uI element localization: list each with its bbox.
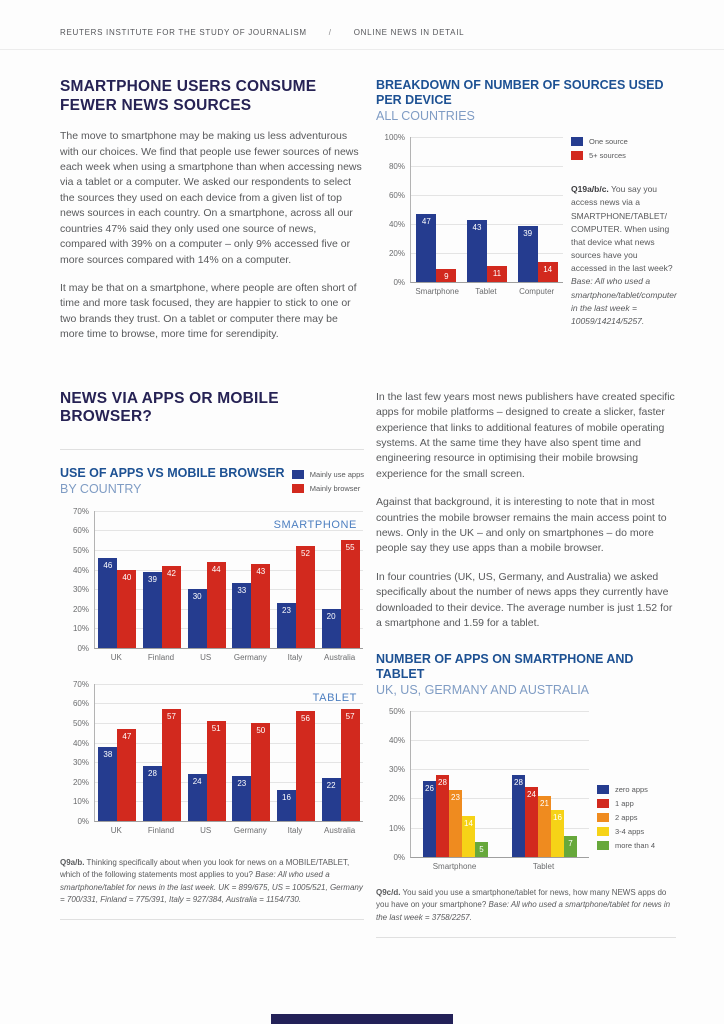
footnote-q9cd xyxy=(376,887,676,938)
bar-Mainly-browser xyxy=(207,562,226,648)
y-axis-tick: 30% xyxy=(72,758,89,768)
sources-chart-header xyxy=(376,78,676,124)
bar-value-label: 22 xyxy=(326,780,336,790)
y-axis-tick: 0% xyxy=(77,643,89,653)
bar-group xyxy=(232,564,270,648)
bar-group xyxy=(277,711,315,821)
bars-area xyxy=(95,684,363,821)
y-axis-tick: 70% xyxy=(72,506,89,516)
y-axis-tick: 30% xyxy=(72,585,89,595)
bar-value-label: 5 xyxy=(479,845,484,855)
x-axis-labels xyxy=(94,653,362,662)
bar-group xyxy=(143,709,181,821)
bar-value-label: 55 xyxy=(345,543,355,553)
bar-value-label: 16 xyxy=(282,792,291,802)
x-axis-label: Italy xyxy=(287,652,303,662)
bar-1-app xyxy=(436,775,449,857)
y-axis-tick: 60% xyxy=(72,526,89,536)
legend-label: more than 4 xyxy=(615,840,656,850)
bar-value-label: 23 xyxy=(237,778,247,788)
footnote-question-text: You said you use a smartphone/tablet for news, how many NEWS apps do you have on your smartphone? xyxy=(376,887,667,910)
bar-Mainly-use-apps xyxy=(277,603,296,648)
legend-item xyxy=(292,484,364,493)
bar-Mainly-use-apps xyxy=(277,790,296,821)
legend-label: 1 app xyxy=(615,798,634,808)
sources-chart-block xyxy=(376,78,676,356)
number-of-apps-header xyxy=(376,652,676,698)
legend-chip xyxy=(571,137,583,146)
bar-value-label: 33 xyxy=(237,586,247,596)
top-row xyxy=(60,78,676,356)
article-paragraph: It may be that on a smartphone, where people are often short of time and more task focused, they are happier to stick to one or two brands they trust. On a tablet or computer there may be more time to browse, more time for serendipity. xyxy=(60,281,357,341)
y-axis-tick: 50% xyxy=(388,706,405,716)
legend-item xyxy=(597,827,683,836)
number-of-apps-bar-chart xyxy=(388,706,589,871)
apps-chart-header xyxy=(60,466,364,498)
header-section-label: ONLINE NEWS IN DETAIL xyxy=(353,28,465,37)
y-axis-tick: 70% xyxy=(72,679,89,689)
bar-value-label: 26 xyxy=(425,783,434,793)
bar-Mainly-browser xyxy=(251,723,270,821)
chart-plot xyxy=(384,133,563,288)
sources-chart-subtitle: ALL COUNTRIES xyxy=(376,109,475,123)
bar-5+-sources xyxy=(436,269,456,282)
bar-3-4-apps xyxy=(462,816,475,857)
number-of-apps-row xyxy=(376,706,676,871)
bar-more-than-4 xyxy=(475,842,488,857)
x-axis-label: Tablet xyxy=(475,287,497,297)
smartphone-bar-chart xyxy=(72,506,364,662)
y-axis-tick: 50% xyxy=(72,719,89,729)
bar-Mainly-browser xyxy=(117,729,136,821)
sources-chart-legend xyxy=(571,137,675,165)
y-axis-tick: 0% xyxy=(393,278,405,288)
legend-item xyxy=(292,470,364,479)
note-question-text: You say you access news via a SMARTPHONE/TABLET/ COMPUTER. When using that device what news sources have you accessed in the last week? xyxy=(571,184,673,274)
footnote-base-text: Base: All who used a smartphone/tablet for news in the last week = 3758/2257. xyxy=(376,900,671,922)
bar-value-label: 24 xyxy=(192,776,202,786)
bar-Mainly-browser xyxy=(341,709,360,821)
bar-value-label: 30 xyxy=(192,592,202,602)
x-axis-label: Finland xyxy=(147,652,175,662)
apps-text-column xyxy=(376,390,676,938)
bottom-row xyxy=(60,390,676,938)
bar-value-label: 14 xyxy=(464,818,473,828)
bar-value-label: 44 xyxy=(211,564,221,574)
bar-group xyxy=(416,214,456,282)
footer-navy-bar xyxy=(271,1014,453,1024)
bar-One-source xyxy=(518,226,538,283)
bar-value-label: 11 xyxy=(492,269,502,279)
bar-Mainly-browser xyxy=(162,709,181,821)
bar-Mainly-use-apps xyxy=(188,774,207,821)
apps-charts-column xyxy=(60,390,364,938)
x-axis-label: UK xyxy=(110,652,122,662)
footnote-question-code: Q9a/b. xyxy=(60,857,85,867)
y-axis-tick: 40% xyxy=(72,565,89,575)
y-axis-tick: 0% xyxy=(393,852,405,862)
legend-label: zero apps xyxy=(615,784,648,794)
bar-value-label: 9 xyxy=(444,272,449,282)
y-axis-tick: 80% xyxy=(388,162,405,172)
bar-value-label: 38 xyxy=(103,749,113,759)
chart-device-label: TABLET xyxy=(312,691,357,704)
bars-area xyxy=(95,511,363,648)
article-column xyxy=(60,78,364,356)
legend-label: 5+ sources xyxy=(589,151,626,161)
tablet-bar-chart xyxy=(72,679,364,835)
apps-chart-legend xyxy=(292,470,364,498)
x-axis-labels xyxy=(94,826,362,835)
x-axis-label: Finland xyxy=(147,825,175,835)
bar-Mainly-use-apps xyxy=(188,589,207,648)
bar-One-source xyxy=(467,220,487,282)
bar-5+-sources xyxy=(487,266,507,282)
bar-value-label: 43 xyxy=(472,222,482,232)
chart-plot xyxy=(72,679,363,826)
bar-Mainly-browser xyxy=(341,540,360,648)
y-axis-tick: 20% xyxy=(388,794,405,804)
bar-value-label: 21 xyxy=(540,798,549,808)
footnote-base-text: Base: All who used a smartphone/tablet for news in the last week. UK = 899/675, US = 1005/521, Germany = 700/331, Finland = 775/391, Italy = 927/384, Australia = 1154/730. xyxy=(60,870,363,905)
bar-Mainly-use-apps xyxy=(322,609,341,648)
bar-5+-sources xyxy=(538,262,558,282)
legend-chip xyxy=(597,827,609,836)
number-of-apps-subtitle: UK, US, GERMANY AND AUSTRALIA xyxy=(376,682,590,697)
bar-group xyxy=(143,566,181,648)
legend-item xyxy=(597,785,683,794)
legend-item xyxy=(571,151,675,160)
bar-value-label: 39 xyxy=(148,574,157,584)
apps-paragraph: In four countries (UK, US, Germany, and Australia) we asked specifically about the number of news apps they currently have downloaded to their device. The average number is just 1.52 for a smartphone and 1.59 for a tablet. xyxy=(376,570,673,630)
y-axis-tick: 100% xyxy=(384,133,405,143)
apps-paragraph: Against that background, it is interesting to note that in most countries the mobile browser remains the main access point to news. Only in the UK – and only on smartphones – do more people say they use apps than a mobile browser. xyxy=(376,496,667,555)
y-axis-tick: 10% xyxy=(388,823,405,833)
y-axis-tick: 20% xyxy=(388,249,405,259)
legend-chip xyxy=(571,151,583,160)
note-base-text: Base: All who used a smartphone/tablet/computer in the last week = 10059/14214/5257. xyxy=(571,276,677,326)
chart-plot xyxy=(72,506,363,653)
legend-chip xyxy=(597,785,609,794)
apps-paragraph: In the last few years most news publishers have created specific apps for mobile platforms – designed to create a slicker, faster experience that links to additional features of mobile operating systems. At the same time they have also spent time and engineering resource in optimising their mobile browsing experience for the small screen. xyxy=(376,390,675,480)
y-axis-tick: 30% xyxy=(388,765,405,775)
x-axis-label: UK xyxy=(110,825,122,835)
header-separator: / xyxy=(328,28,332,37)
legend-label: Mainly use apps xyxy=(309,469,364,479)
bar-group xyxy=(188,562,226,648)
legend-label: 3-4 apps xyxy=(615,826,645,836)
bar-3-4-apps xyxy=(551,810,564,857)
number-of-apps-title: NUMBER OF APPS ON SMARTPHONE AND TABLET xyxy=(376,651,634,681)
bar-value-label: 40 xyxy=(122,572,132,582)
bar-Mainly-browser xyxy=(296,546,315,648)
bar-Mainly-use-apps xyxy=(232,583,251,648)
y-axis-tick: 0% xyxy=(77,816,89,826)
bar-Mainly-use-apps xyxy=(98,747,117,821)
x-axis-label: Italy xyxy=(287,825,303,835)
legend-label: One source xyxy=(589,137,628,147)
sources-bar-chart xyxy=(384,133,563,336)
chart-device-label: SMARTPHONE xyxy=(273,518,357,531)
bar-value-label: 23 xyxy=(282,605,291,615)
smartphone-chart-wrapper xyxy=(60,506,364,662)
bar-value-label: 16 xyxy=(553,813,562,823)
bar-Mainly-browser xyxy=(296,711,315,821)
legend-label: Mainly browser xyxy=(309,483,361,493)
x-axis-label: Tablet xyxy=(532,861,555,871)
bar-group xyxy=(512,775,577,857)
footnote-q9ab xyxy=(60,857,364,921)
x-axis-labels xyxy=(410,862,588,871)
header-institute-label: REUTERS INSTITUTE FOR THE STUDY OF JOURNALISM xyxy=(60,28,307,37)
number-of-apps-block xyxy=(376,652,676,938)
bar-value-label: 47 xyxy=(421,217,431,227)
bar-value-label: 7 xyxy=(568,839,573,849)
y-axis-tick: 20% xyxy=(72,604,89,614)
legend-chip xyxy=(597,799,609,808)
bar-Mainly-use-apps xyxy=(98,558,117,648)
y-axis-tick: 40% xyxy=(388,736,405,746)
bar-value-label: 43 xyxy=(256,566,266,576)
sources-chart-aside xyxy=(571,137,675,336)
number-of-apps-legend xyxy=(597,785,683,855)
bar-value-label: 14 xyxy=(543,264,553,274)
bar-Mainly-use-apps xyxy=(232,776,251,821)
bar-group xyxy=(232,723,270,821)
apps-vs-browser-block xyxy=(60,449,364,921)
sources-chart-title: BREAKDOWN OF NUMBER OF SOURCES USED PER DEVICE xyxy=(376,78,664,107)
x-axis-label: Computer xyxy=(519,287,555,297)
bar-value-label: 57 xyxy=(345,712,355,722)
legend-item xyxy=(571,137,675,146)
bar-value-label: 56 xyxy=(301,714,310,724)
bars-area xyxy=(411,711,589,857)
bar-more-than-4 xyxy=(564,836,577,856)
x-axis-labels xyxy=(410,287,562,296)
legend-item xyxy=(597,841,683,850)
bar-value-label: 28 xyxy=(514,778,523,788)
bar-2-apps xyxy=(449,790,462,857)
x-axis-label: US xyxy=(200,652,212,662)
bar-zero-apps xyxy=(512,775,525,857)
y-axis-tick: 60% xyxy=(388,191,405,201)
bar-Mainly-use-apps xyxy=(143,572,162,648)
bar-group xyxy=(518,226,558,283)
y-axis-tick: 10% xyxy=(72,797,89,807)
bar-group xyxy=(322,540,360,648)
x-axis-label: US xyxy=(200,825,212,835)
sources-chart-row xyxy=(376,133,677,336)
y-axis-tick: 40% xyxy=(388,220,405,230)
bar-value-label: 57 xyxy=(167,712,176,722)
y-axis-tick: 50% xyxy=(72,546,89,556)
legend-chip xyxy=(292,484,304,493)
bar-Mainly-browser xyxy=(207,721,226,821)
x-axis-label: Germany xyxy=(233,652,267,662)
bar-value-label: 28 xyxy=(438,778,447,788)
legend-chip xyxy=(597,813,609,822)
bar-value-label: 42 xyxy=(167,568,176,578)
article-title: SMARTPHONE USERS CONSUME FEWER NEWS SOURCES xyxy=(60,78,317,114)
bar-group xyxy=(423,775,488,857)
legend-label: 2 apps xyxy=(615,812,638,822)
page-content xyxy=(0,78,724,938)
tablet-chart-wrapper xyxy=(60,679,364,835)
x-axis-label: Smartphone xyxy=(432,861,477,871)
bar-group xyxy=(467,220,507,282)
bar-group xyxy=(98,558,136,648)
bar-1-app xyxy=(525,787,538,857)
bar-zero-apps xyxy=(423,781,436,857)
bar-group xyxy=(322,709,360,821)
bar-group xyxy=(277,546,315,648)
y-axis-tick: 10% xyxy=(72,624,89,634)
x-axis-label: Germany xyxy=(233,825,267,835)
bar-Mainly-browser xyxy=(162,566,181,648)
bar-value-label: 28 xyxy=(148,769,157,779)
bar-Mainly-use-apps xyxy=(322,778,341,821)
bar-value-label: 51 xyxy=(211,724,221,734)
bar-value-label: 20 xyxy=(326,611,336,621)
apps-chart-subtitle: BY COUNTRY xyxy=(60,481,142,496)
number-of-apps-aside xyxy=(597,711,683,871)
bar-Mainly-browser xyxy=(117,570,136,648)
apps-chart-title: USE OF APPS VS MOBILE BROWSER xyxy=(60,465,285,480)
bar-group xyxy=(98,729,136,821)
legend-chip xyxy=(292,470,304,479)
bar-value-label: 23 xyxy=(451,792,460,802)
bar-2-apps xyxy=(538,796,551,857)
bars-area xyxy=(411,137,563,282)
y-axis-tick: 60% xyxy=(72,699,89,709)
bar-value-label: 24 xyxy=(527,789,536,799)
legend-item xyxy=(597,799,683,808)
bar-value-label: 47 xyxy=(122,731,132,741)
legend-item xyxy=(597,813,683,822)
bar-One-source xyxy=(416,214,436,282)
bar-value-label: 52 xyxy=(301,549,310,559)
y-axis-tick: 20% xyxy=(72,777,89,787)
chart-plot xyxy=(388,706,589,862)
article-paragraph: The move to smartphone may be making us less adventurous with our choices. We find that people use fewer sources of news each week when using a smartphone than when accessing news via a tablet or a computer. We asked our respondents to select the sources they used on each device from a given list of top news sources in each country. On a smartphone, across all our countries 47% said they only used one source of news, compared with 39% on a computer – only 9% accessed five or more sources compared with 14% on a computer. xyxy=(60,130,362,266)
bar-Mainly-browser xyxy=(251,564,270,648)
bar-value-label: 46 xyxy=(103,560,113,570)
bar-group xyxy=(188,721,226,821)
x-axis-label: Australia xyxy=(324,652,356,662)
bar-Mainly-use-apps xyxy=(143,766,162,821)
bar-value-label: 50 xyxy=(256,726,266,736)
footnote-question-code: Q9c/d. xyxy=(376,887,401,897)
sources-chart-note xyxy=(571,183,675,328)
y-axis-tick: 40% xyxy=(72,738,89,748)
x-axis-label: Australia xyxy=(324,825,356,835)
footnote-question-text: Thinking specifically about when you look for news on a MOBILE/TABLET, which of the following statements most applies to you? xyxy=(60,857,350,880)
legend-chip xyxy=(597,841,609,850)
note-question-code: Q19a/b/c. xyxy=(571,184,609,195)
page-header xyxy=(0,0,724,50)
bar-value-label: 39 xyxy=(523,228,533,238)
x-axis-label: Smartphone xyxy=(415,287,459,297)
apps-section-title: NEWS VIA APPS OR MOBILE BROWSER? xyxy=(60,389,279,426)
